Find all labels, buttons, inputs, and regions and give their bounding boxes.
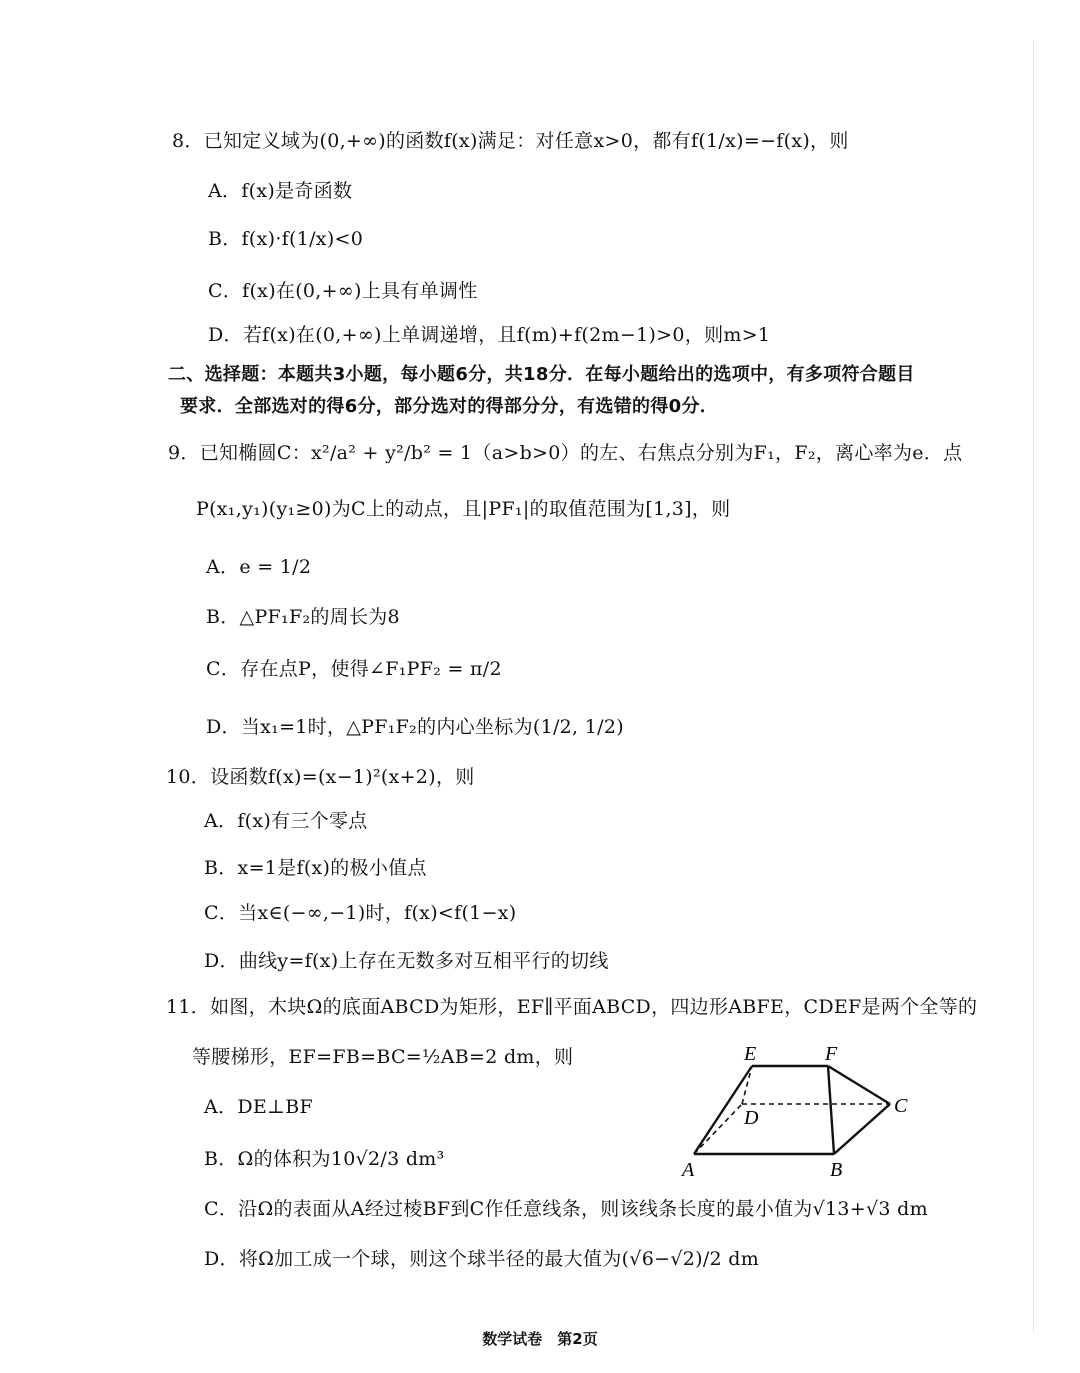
q9-option-a: A．e = 1/2	[206, 556, 312, 578]
q11-stem-line2: 等腰梯形，EF=FB=BC=½AB=2 dm，则	[192, 1046, 574, 1068]
section-2-heading-line1: 二、选择题：本题共3小题，每小题6分，共18分．在每小题给出的选项中，有多项符合题目	[168, 364, 915, 385]
q11-solid-figure	[680, 1036, 920, 1186]
q11-stem-line1: 11．如图，木块Ω的底面ABCD为矩形，EF∥平面ABCD，四边形ABFE，CDEF是两个全等的	[166, 996, 978, 1018]
edge-ad-hidden	[694, 1104, 742, 1154]
edge-bc	[834, 1104, 890, 1154]
q10-option-b: B．x=1是f(x)的极小值点	[204, 857, 427, 879]
edge-fb	[828, 1066, 834, 1154]
q8-option-b: B．f(x)·f(1/x)<0	[208, 228, 364, 250]
label-c: C	[894, 1095, 908, 1117]
q10-option-a: A．f(x)有三个零点	[204, 810, 368, 832]
q11-option-d: D．将Ω加工成一个球，则这个球半径的最大值为(√6−√2)/2 dm	[204, 1248, 760, 1270]
q9-stem-line2: P(x₁,y₁)(y₁≥0)为C上的动点，且|PF₁|的取值范围为[1,3]，则	[196, 498, 731, 520]
q9-option-c: C．存在点P，使得∠F₁PF₂ = π/2	[206, 658, 502, 680]
q8-option-a: A．f(x)是奇函数	[208, 180, 353, 202]
section-2-heading-line2: 要求．全部选对的得6分，部分选对的得部分分，有选错的得0分．	[180, 396, 719, 417]
label-f: F	[825, 1043, 838, 1065]
label-b: B	[830, 1159, 843, 1181]
q8-stem: 8．已知定义域为(0,+∞)的函数f(x)满足：对任意x>0，都有f(1/x)=−f(x)，则	[172, 130, 849, 152]
label-a: A	[682, 1159, 695, 1181]
page-footer: 数学试卷 第2页	[482, 1330, 598, 1348]
q9-stem-line1: 9．已知椭圆C：x²/a² + y²/b² = 1（a>b>0）的左、右焦点分别为F₁，F₂，离心率为e．点	[168, 442, 963, 464]
q9-option-d: D．当x₁=1时，△PF₁F₂的内心坐标为(1/2, 1/2)	[206, 716, 624, 738]
q10-option-c: C．当x∈(−∞,−1)时，f(x)<f(1−x)	[204, 902, 517, 924]
q11-option-c: C．沿Ω的表面从A经过棱BF到C作任意线条，则该线条长度的最小值为√13+√3 dm	[204, 1198, 928, 1220]
page-edge-line	[1033, 40, 1034, 1333]
label-e: E	[744, 1043, 757, 1065]
label-d: D	[744, 1107, 759, 1129]
q8-option-c: C．f(x)在(0,+∞)上具有单调性	[208, 280, 478, 302]
q11-option-b: B．Ω的体积为10√2/3 dm³	[204, 1148, 445, 1170]
q9-option-b: B．△PF₁F₂的周长为8	[206, 606, 400, 628]
q10-stem: 10．设函数f(x)=(x−1)²(x+2)，则	[166, 766, 475, 788]
q11-option-a: A．DE⊥BF	[204, 1096, 313, 1118]
edge-fc	[828, 1066, 890, 1104]
q10-option-d: D．曲线y=f(x)上存在无数多对互相平行的切线	[204, 950, 609, 972]
q8-option-d: D．若f(x)在(0,+∞)上单调递增，且f(m)+f(2m−1)>0，则m>1	[208, 324, 771, 346]
